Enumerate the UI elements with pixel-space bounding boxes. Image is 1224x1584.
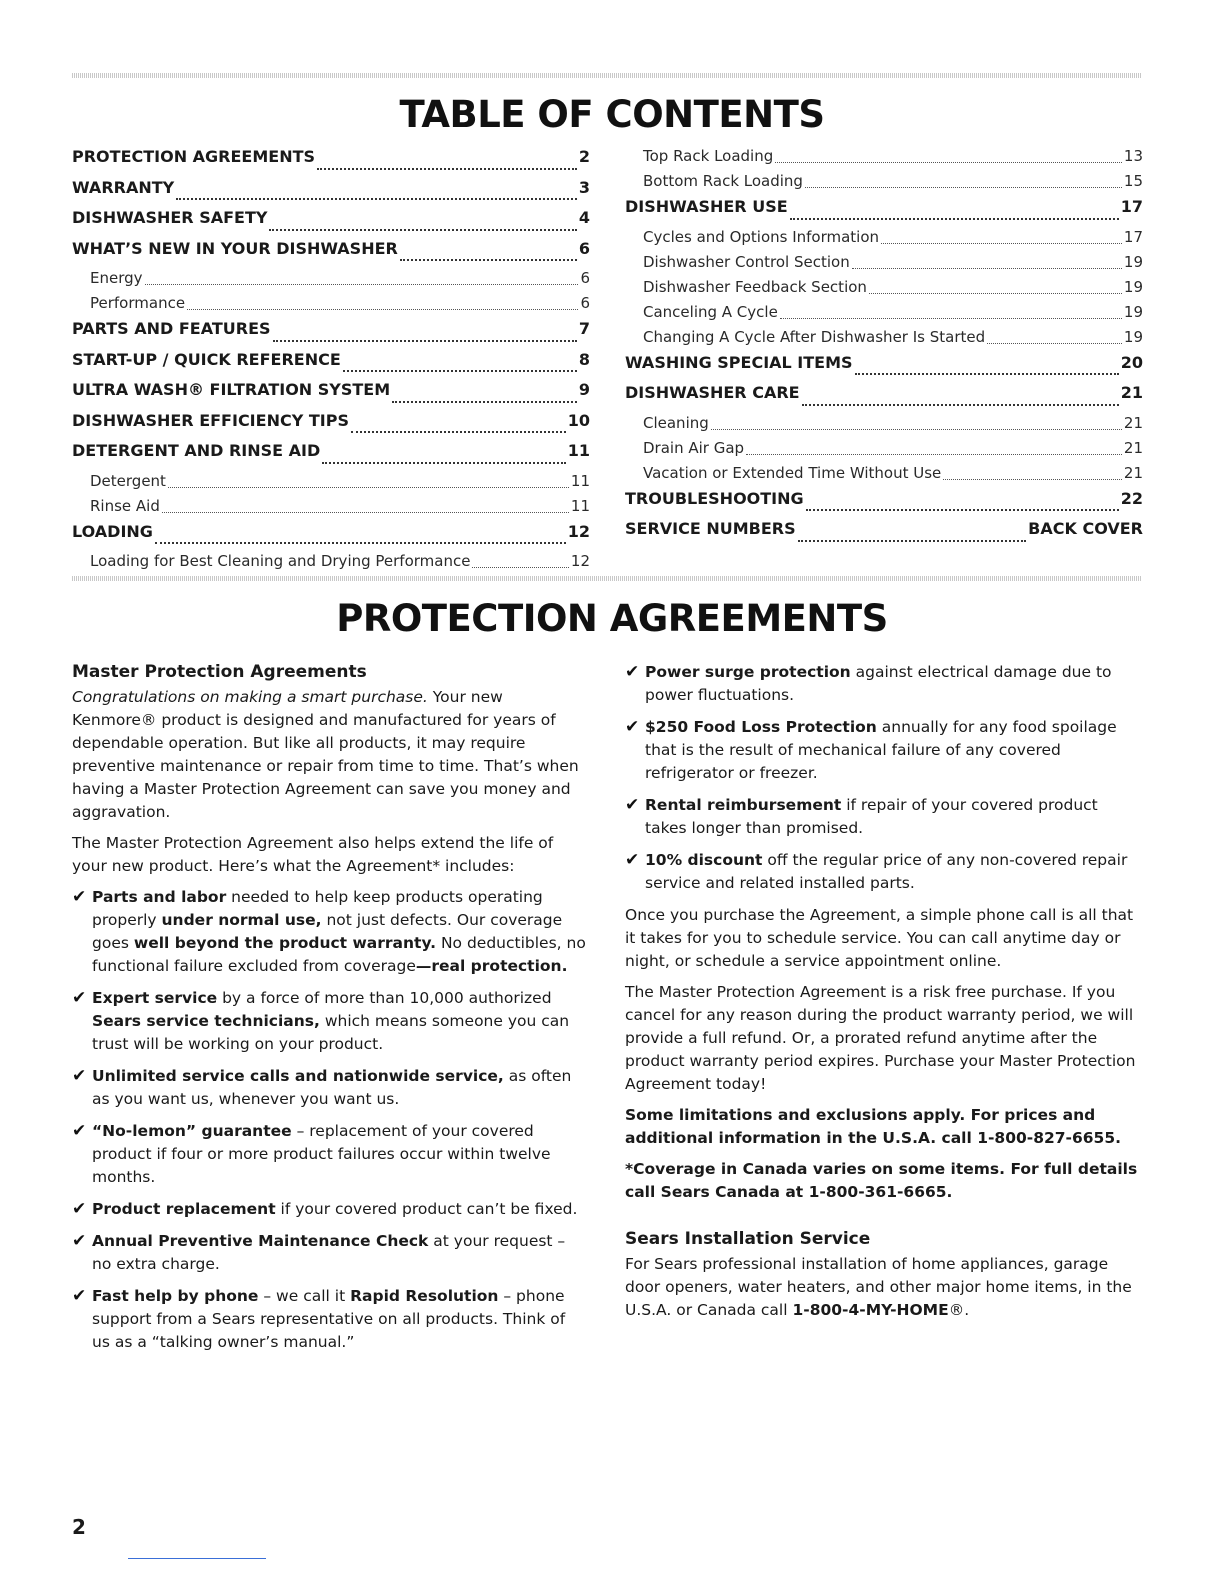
- item-bold-text: Power surge protection: [645, 663, 851, 681]
- checkmark-icon: ✔: [72, 1286, 87, 1306]
- toc-leader-dots: [317, 167, 577, 170]
- checklist-item: [72, 886, 587, 978]
- toc-entry-page: 19: [1123, 252, 1143, 271]
- checklist-item-text: [645, 794, 1143, 840]
- protection-title: PROTECTION AGREEMENTS: [336, 597, 888, 640]
- toc-entry-label: DETERGENT AND RINSE AID: [72, 441, 321, 460]
- checklist-item-text: [645, 849, 1143, 895]
- schedule-paragraph: Once you purchase the Agreement, a simple phone call is all that it takes for you to schedule service. You can call anytime day or night, or schedule a service appointment online.: [625, 906, 1134, 970]
- toc-entry-label: Loading for Best Cleaning and Drying Performance: [90, 552, 471, 570]
- toc-entry-page: 17: [1120, 197, 1143, 216]
- item-bold-text: under normal use,: [161, 911, 322, 929]
- page-number: 2: [72, 1515, 86, 1539]
- toc-entry-label: DISHWASHER USE: [625, 197, 788, 216]
- toc-entry[interactable]: [72, 236, 590, 267]
- toc-entry-page: 17: [1123, 227, 1143, 246]
- toc-entry-label: Bottom Rack Loading: [643, 172, 803, 190]
- item-text: – replacement of your covered product if four or more product failures occur within twelve months.: [92, 1122, 551, 1186]
- item-text: off the regular price of any non-covered repair service and related installed parts.: [645, 851, 1128, 892]
- top-rule: [72, 73, 1142, 78]
- toc-entry-page: 7: [578, 319, 590, 338]
- intro-rest: Your new Kenmore® product is designed and manufactured for years of dependable operation. But like all products, it may require preventive maintenance or repair from time to time. That’s when having a Master Protection Agreement can save you money and aggravation.: [72, 688, 579, 821]
- toc-leader-dots: [790, 217, 1119, 220]
- checkmark-icon: ✔: [625, 850, 640, 870]
- item-text: – we call it: [258, 1287, 351, 1305]
- toc-entry-label: Energy: [90, 269, 143, 287]
- toc-entry[interactable]: [625, 350, 1143, 381]
- toc-entry[interactable]: [72, 291, 590, 316]
- item-text: not just defects. Our coverage goes: [92, 911, 563, 952]
- toc-entry-page: 12: [570, 552, 590, 570]
- item-text: No deductibles, no functional failure excluded from coverage: [92, 934, 586, 975]
- toc-entry-label: Vacation or Extended Time Without Use: [643, 463, 942, 482]
- toc-leader-dots: [187, 308, 578, 310]
- toc-entry[interactable]: [72, 519, 590, 550]
- toc-entry-page: 12: [567, 521, 590, 541]
- item-text: as often as you want us, whenever you want us.: [92, 1067, 572, 1108]
- toc-entry-label: WHAT’S NEW IN YOUR DISHWASHER: [72, 238, 398, 258]
- risk-free-paragraph: The Master Protection Agreement is a risk free purchase. If you cancel for any reason during the product warranty period, we will provide a full refund. Or, a prorated refund anytime after the product warranty period expires. Purchase your Master Protection Agreement today!: [625, 983, 1136, 1093]
- item-text: – phone support from a Sears representative on all products. Think of us as a “talking owner’s manual.”: [92, 1287, 566, 1351]
- checklist-item-text: [92, 987, 587, 1056]
- checklist-item-text: [92, 1230, 587, 1276]
- toc-entry[interactable]: [72, 469, 590, 494]
- toc-entry-page: 22: [1120, 488, 1143, 508]
- toc-entry-page: 3: [578, 177, 590, 197]
- toc-entry-page: 19: [1123, 327, 1143, 346]
- toc-entry-page: 11: [570, 496, 590, 515]
- toc-entry-page: BACK COVER: [1028, 519, 1143, 538]
- intro-paragraph: [72, 686, 587, 824]
- toc-entry[interactable]: [72, 438, 590, 469]
- toc-entry[interactable]: [72, 316, 590, 347]
- checkmark-icon: ✔: [72, 988, 87, 1008]
- toc-entry[interactable]: [72, 175, 590, 206]
- checkmark-icon: ✔: [72, 1231, 87, 1251]
- toc-leader-dots: [855, 372, 1119, 375]
- toc-leader-dots: [155, 541, 566, 544]
- toc-entry-label: Performance: [90, 294, 186, 312]
- toc-leader-dots: [775, 161, 1122, 163]
- toc-entry[interactable]: [72, 494, 590, 519]
- toc-entry-page: 21: [1123, 438, 1143, 457]
- toc-right-column: [625, 144, 1143, 547]
- item-bold-text: “No-lemon” guarantee: [92, 1122, 292, 1140]
- toc-entry-page: 6: [578, 238, 590, 258]
- toc-entry-label: DISHWASHER SAFETY: [72, 208, 268, 227]
- item-text: which means someone you can trust will be working on your product.: [92, 1012, 570, 1053]
- toc-entry-page: 21: [1123, 413, 1143, 432]
- checklist-item: [625, 716, 1143, 785]
- toc-entry[interactable]: [625, 275, 1143, 300]
- item-bold-text: Product replacement: [92, 1200, 276, 1218]
- toc-entry-page: 19: [1123, 277, 1143, 296]
- toc-entry-label: TROUBLESHOOTING: [625, 488, 804, 508]
- checklist-item-text: [645, 716, 1143, 785]
- toc-entry-page: 13: [1123, 147, 1143, 165]
- intro-italic: Congratulations on making a smart purchase.: [72, 688, 428, 706]
- toc-entry-label: WASHING SPECIAL ITEMS: [625, 352, 853, 372]
- toc-leader-dots: [145, 283, 579, 285]
- canada-note: *Coverage in Canada varies on some items. For full details call Sears Canada at 1-800-361-6665.: [625, 1160, 1138, 1201]
- toc-entry[interactable]: [625, 300, 1143, 325]
- toc-leader-dots: [343, 369, 577, 372]
- toc-left-column: [72, 144, 590, 574]
- item-bold-text: Annual Preventive Maintenance Check: [92, 1232, 429, 1250]
- toc-entry[interactable]: [72, 266, 590, 291]
- toc-entry-page: 4: [578, 208, 590, 227]
- toc-entry[interactable]: [72, 347, 590, 378]
- toc-entry-label: Changing A Cycle After Dishwasher Is Started: [643, 327, 986, 346]
- item-bold-text: Sears service technicians,: [92, 1012, 320, 1030]
- toc-entry[interactable]: [625, 325, 1143, 350]
- toc-entry-label: Cycles and Options Information: [643, 227, 880, 246]
- item-bold-text: Rapid Resolution: [350, 1287, 499, 1305]
- item-bold-text: well beyond the product warranty.: [133, 934, 437, 952]
- toc-leader-dots: [176, 197, 577, 200]
- toc-leader-dots: [869, 292, 1122, 294]
- toc-entry-page: 8: [578, 349, 590, 369]
- toc-entry[interactable]: [72, 377, 590, 408]
- toc-leader-dots: [802, 403, 1119, 406]
- toc-entry-page: 20: [1120, 352, 1143, 372]
- checklist-item: [72, 1198, 587, 1221]
- toc-entry-label: WARRANTY: [72, 177, 175, 197]
- toc-leader-dots: [806, 508, 1119, 511]
- checklist-item-text: [92, 1285, 587, 1354]
- toc-entry-label: DISHWASHER CARE: [625, 383, 800, 402]
- item-bold-text: —real protection.: [415, 957, 568, 975]
- toc-leader-dots: [852, 267, 1122, 269]
- footer-link-line: [128, 1558, 266, 1559]
- checkmark-icon: ✔: [72, 1066, 87, 1086]
- toc-entry-label: PARTS AND FEATURES: [72, 319, 271, 338]
- install-end: ®.: [948, 1301, 970, 1319]
- toc-entry[interactable]: [625, 461, 1143, 486]
- checklist-item: [72, 1285, 587, 1354]
- toc-entry-page: 15: [1123, 172, 1143, 190]
- toc-leader-dots: [780, 317, 1122, 319]
- toc-entry-label: Detergent: [90, 471, 166, 490]
- toc-entry-label: Rinse Aid: [90, 496, 160, 515]
- toc-entry[interactable]: [72, 549, 590, 574]
- item-text: by a force of more than 10,000 authorized: [217, 989, 552, 1007]
- toc-entry[interactable]: [72, 144, 590, 175]
- toc-leader-dots: [881, 242, 1122, 244]
- install-phone: 1-800-4-MY-HOME: [792, 1301, 949, 1319]
- item-bold-text: $250 Food Loss Protection: [645, 718, 877, 736]
- checklist-item-text: [92, 1198, 587, 1221]
- toc-leader-dots: [746, 453, 1122, 455]
- toc-leader-dots: [987, 342, 1122, 344]
- toc-leader-dots: [472, 566, 568, 568]
- toc-entry[interactable]: [625, 144, 1143, 169]
- toc-entry[interactable]: [625, 436, 1143, 461]
- item-bold-text: Unlimited service calls and nationwide service,: [92, 1067, 504, 1085]
- checkmark-icon: ✔: [72, 1121, 87, 1141]
- protection-left-column: [72, 661, 587, 1363]
- checkmark-icon: ✔: [625, 717, 640, 737]
- toc-title: TABLE OF CONTENTS: [399, 93, 825, 136]
- toc-leader-dots: [392, 400, 577, 403]
- toc-entry-label: PROTECTION AGREEMENTS: [72, 147, 316, 166]
- item-bold-text: Parts and labor: [92, 888, 227, 906]
- master-heading: Master Protection Agreements: [72, 662, 367, 682]
- toc-entry[interactable]: [72, 205, 590, 236]
- section-rule: [72, 576, 1142, 581]
- protection-right-column: [625, 661, 1143, 1330]
- install-heading: Sears Installation Service: [625, 1229, 871, 1249]
- toc-leader-dots: [269, 228, 576, 231]
- limitations-note: Some limitations and exclusions apply. For prices and additional information in the U.S.A. call 1-800-827-6655.: [625, 1106, 1122, 1147]
- toc-entry-label: Canceling A Cycle: [643, 302, 778, 321]
- item-text: at your request – no extra charge.: [92, 1232, 566, 1273]
- checklist-item: [72, 1065, 587, 1111]
- install-text: For Sears professional installation of home appliances, garage door openers, water heaters, and other major home items, in the U.S.A. or Canada call: [625, 1255, 1132, 1319]
- checklist-item-text: [92, 1065, 587, 1111]
- item-bold-text: Expert service: [92, 989, 218, 1007]
- toc-entry-page: 6: [580, 269, 590, 287]
- toc-entry-page: 10: [567, 410, 590, 430]
- toc-entry-label: Dishwasher Control Section: [643, 252, 850, 271]
- toc-entry-page: 11: [567, 441, 590, 460]
- toc-entry-label: ULTRA WASH® FILTRATION SYSTEM: [72, 380, 391, 399]
- item-text: against electrical damage due to power fluctuations.: [645, 663, 1112, 704]
- toc-entry[interactable]: [625, 516, 1143, 547]
- checklist-item-text: [645, 661, 1143, 707]
- toc-entry-label: LOADING: [72, 521, 153, 541]
- toc-entry-label: Dishwasher Feedback Section: [643, 277, 867, 296]
- toc-entry-label: DISHWASHER EFFICIENCY TIPS: [72, 410, 349, 430]
- toc-entry-label: START-UP / QUICK REFERENCE: [72, 349, 341, 369]
- toc-entry[interactable]: [625, 250, 1143, 275]
- toc-entry[interactable]: [625, 169, 1143, 194]
- item-bold-text: Rental reimbursement: [645, 796, 842, 814]
- checklist-item: [72, 987, 587, 1056]
- toc-leader-dots: [943, 478, 1122, 480]
- toc-leader-dots: [162, 511, 569, 513]
- checklist-item: [625, 661, 1143, 707]
- checklist-item: [72, 1120, 587, 1189]
- toc-entry[interactable]: [625, 194, 1143, 225]
- checkmark-icon: ✔: [72, 1199, 87, 1219]
- toc-entry-label: SERVICE NUMBERS: [625, 519, 796, 538]
- toc-leader-dots: [798, 539, 1027, 542]
- checklist-item-text: [92, 886, 587, 978]
- toc-leader-dots: [400, 258, 577, 261]
- toc-entry[interactable]: [625, 411, 1143, 436]
- checklist-item: [625, 794, 1143, 840]
- item-text: if your covered product can’t be fixed.: [275, 1200, 578, 1218]
- toc-entry-page: 6: [580, 294, 590, 312]
- right-checklist: [625, 661, 1143, 895]
- toc-entry-page: 19: [1123, 302, 1143, 321]
- toc-entry[interactable]: [625, 486, 1143, 517]
- toc-entry-label: Top Rack Loading: [643, 147, 774, 165]
- toc-entry[interactable]: [72, 408, 590, 439]
- toc-entry-label: Drain Air Gap: [643, 438, 745, 457]
- checkmark-icon: ✔: [625, 795, 640, 815]
- checklist-item: [72, 1230, 587, 1276]
- toc-entry-page: 2: [578, 147, 590, 166]
- item-text: if repair of your covered product takes longer than promised.: [645, 796, 1098, 837]
- toc-entry[interactable]: [625, 380, 1143, 411]
- toc-entry-page: 11: [570, 471, 590, 490]
- agreement-includes: The Master Protection Agreement also helps extend the life of your new product. Here’s what the Agreement* includes:: [72, 834, 554, 875]
- item-text: annually for any food spoilage that is the result of mechanical failure of any covered refrigerator or freezer.: [645, 718, 1117, 782]
- toc-leader-dots: [273, 339, 577, 342]
- toc-entry-page: 9: [578, 380, 590, 399]
- toc-entry-page: 21: [1120, 383, 1143, 402]
- item-bold-text: Fast help by phone: [92, 1287, 259, 1305]
- checkmark-icon: ✔: [72, 887, 87, 907]
- toc-entry-label: Cleaning: [643, 413, 709, 432]
- item-text: needed to help keep products operating properly: [92, 888, 543, 929]
- checkmark-icon: ✔: [625, 662, 640, 682]
- item-bold-text: 10% discount: [645, 851, 763, 869]
- left-checklist: [72, 886, 587, 1354]
- toc-leader-dots: [711, 428, 1122, 430]
- toc-entry-page: 21: [1123, 463, 1143, 482]
- toc-leader-dots: [351, 430, 566, 433]
- toc-leader-dots: [322, 461, 565, 464]
- toc-leader-dots: [168, 486, 569, 488]
- checklist-item: [625, 849, 1143, 895]
- toc-entry[interactable]: [625, 225, 1143, 250]
- toc-leader-dots: [805, 186, 1122, 188]
- checklist-item-text: [92, 1120, 587, 1189]
- install-paragraph: [625, 1253, 1143, 1322]
